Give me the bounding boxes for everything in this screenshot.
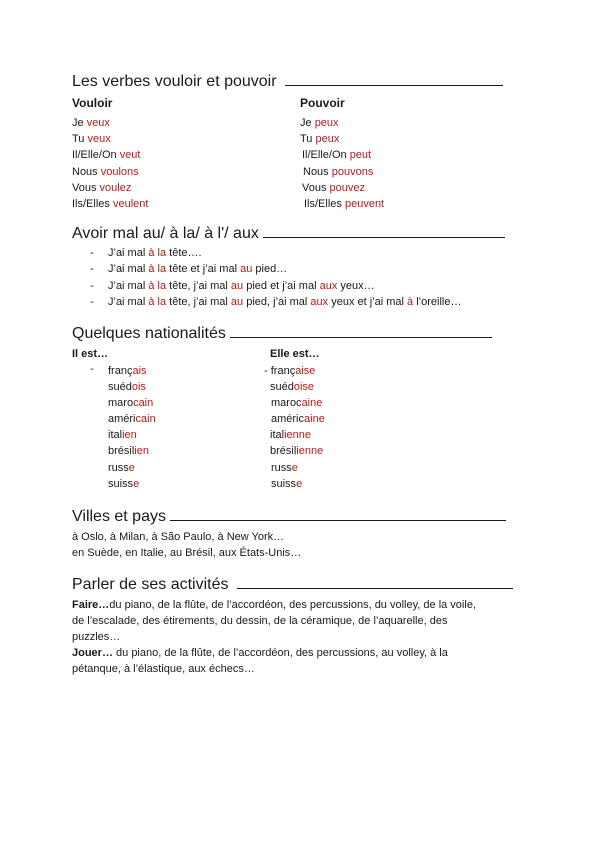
nationality-masc: français — [108, 365, 147, 377]
conj-row: Nous voulons — [72, 165, 139, 178]
nationality-masc: suédois — [108, 381, 146, 394]
section-title-villes-pays: Villes et pays — [72, 508, 506, 526]
text-line: Jouer… du piano, de la flûte, de l’accordéon, des percussions, au volley, à la — [72, 647, 448, 659]
conj-row: Vous pouvez — [302, 181, 366, 194]
villes-pays-text — [72, 529, 301, 561]
conj-row: Ils/Elles veulent — [72, 198, 149, 211]
vouloir-heading: Vouloir — [72, 96, 113, 110]
masculine-list — [108, 363, 156, 492]
title-underline — [237, 576, 513, 589]
list-item: - J’ai mal à la tête, j’ai mal au pied, j’ai mal aux yeux et j’ai mal à l’oreille… — [90, 295, 462, 308]
pouvoir-conjugation — [300, 115, 384, 212]
activites-text — [72, 597, 476, 677]
conj-row: Nous pouvons — [303, 165, 374, 178]
conj-row: Tu peux — [300, 133, 340, 146]
jouer-label: Jouer… — [72, 647, 113, 659]
text-line: pétanque, à l’élastique, aux échecs… — [72, 663, 255, 675]
text-line: à Oslo, à Milan, à São Paulo, à New York… — [72, 531, 285, 543]
faire-label: Faire… — [72, 599, 110, 611]
conj-row: Je veux — [72, 117, 110, 129]
text-line: en Suède, en Italie, au Brésil, aux États-Unis… — [72, 547, 302, 559]
nationality-masc: marocain — [108, 397, 154, 410]
text-line: Faire…du piano, de la flûte, de l’accordéon, des percussions, du volley, de la voile, — [72, 599, 476, 611]
avoir-mal-list — [90, 245, 461, 310]
list-item: - J’ai mal à la tête…. — [90, 247, 202, 259]
section-title-nationalites: Quelques nationalités — [72, 325, 492, 343]
vouloir-conjugation — [72, 115, 148, 212]
title-underline — [230, 325, 492, 338]
nationality-fem: russe — [271, 461, 298, 474]
title-underline — [170, 508, 506, 521]
masc-dash: - — [90, 363, 94, 375]
nationality-fem: suédoise — [270, 381, 315, 394]
conj-row: Tu veux — [72, 133, 111, 146]
section-title-avoir-mal: Avoir mal au/ à la/ à l'/ aux — [72, 225, 505, 243]
nationality-masc: suisse — [108, 477, 140, 490]
title-underline — [263, 225, 505, 238]
text-line: puzzles… — [72, 631, 121, 643]
list-item: - J’ai mal à la tête et j’ai mal au pied… — [90, 263, 288, 276]
section-title-verbes: Les verbes vouloir et pouvoir — [72, 73, 503, 91]
feminine-list — [264, 363, 325, 492]
nationality-masc: brésilien — [108, 445, 149, 458]
section-title-activites: Parler de ses activités — [72, 576, 513, 594]
text-line: de l’escalade, des étirements, du dessin, de la céramique, de l’aquarelle, des — [72, 615, 448, 627]
elle-est-heading: Elle est… — [270, 348, 320, 360]
nationality-fem: marocaine — [271, 397, 323, 410]
conj-row: Ils/Elles peuvent — [304, 198, 385, 211]
conj-row: Il/Elle/On peut — [302, 149, 372, 162]
nationality-fem: brésilienne — [270, 445, 324, 458]
nationality-fem: américaine — [271, 413, 325, 426]
list-item: - J’ai mal à la tête, j’ai mal au pied et j’ai mal aux yeux… — [90, 279, 375, 292]
il-est-heading: Il est… — [72, 348, 109, 360]
title-underline — [285, 73, 503, 86]
nationality-fem: suisse — [271, 477, 303, 490]
nationality-masc: américain — [108, 413, 156, 426]
nationality-fem: - française — [264, 365, 316, 377]
pouvoir-heading: Pouvoir — [300, 96, 345, 110]
conj-row: Je peux — [300, 117, 339, 129]
nationality-masc: russe — [108, 461, 135, 474]
conj-row: Il/Elle/On veut — [72, 149, 141, 162]
nationality-fem: italienne — [270, 429, 311, 442]
nationality-masc: italien — [108, 429, 137, 442]
conj-row: Vous voulez — [72, 181, 132, 194]
